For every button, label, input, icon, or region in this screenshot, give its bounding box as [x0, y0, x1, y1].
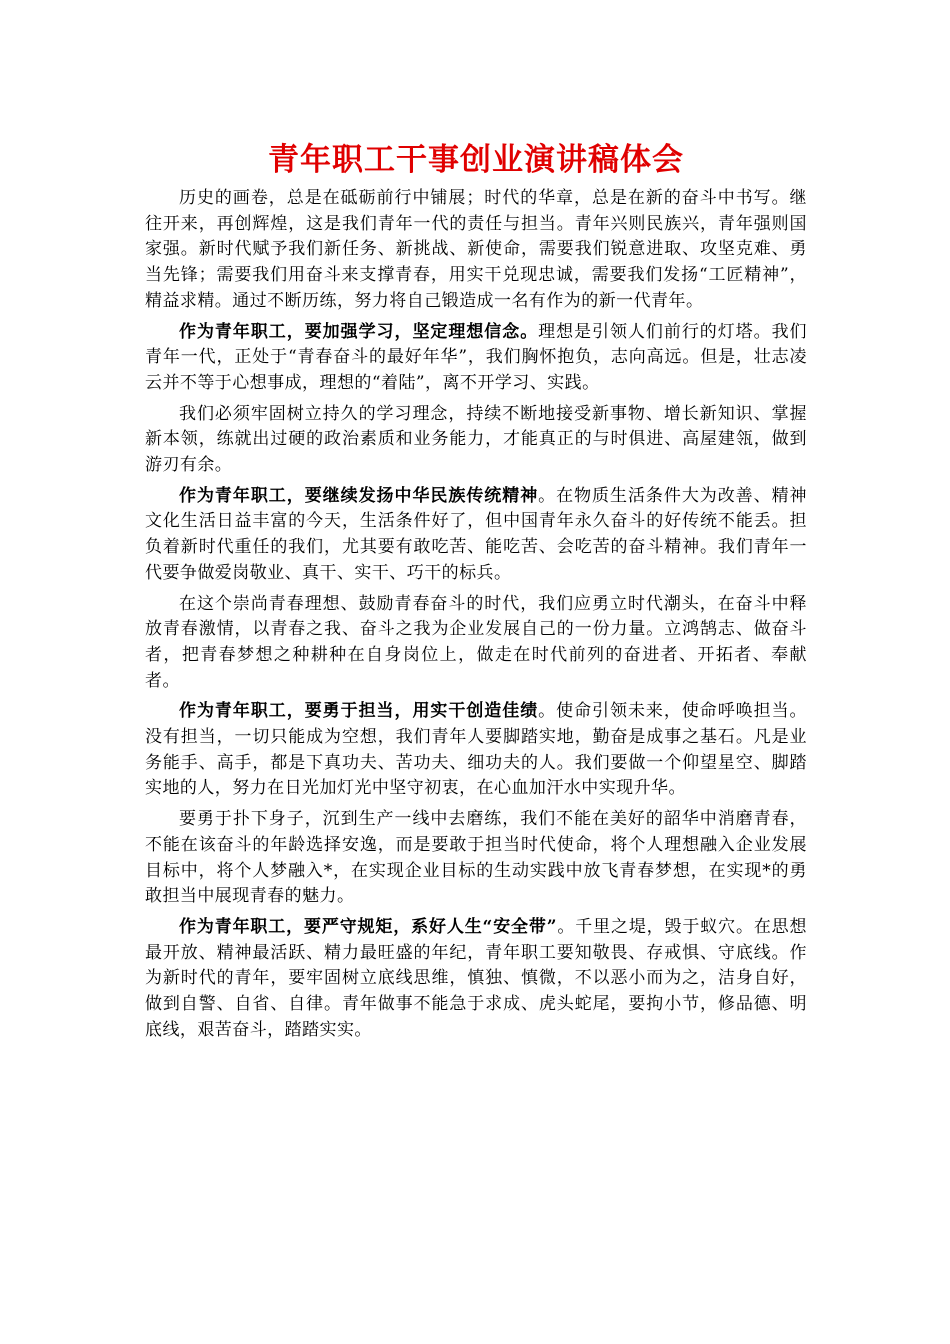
paragraph-text: 理想是引领人们前行的灯塔。我们青年一代，正处于“青春奋斗的最好年华”，我们胸怀抱负，志向高远。但是，壮志凌云并不等于心想事成，理想的“着陆”，离不开学习、实践。 — [145, 321, 808, 393]
paragraph-text: 我们必须牢固树立持久的学习理念，持续不断地接受新事物、增长新知识、掌握新本领，练就出过硬的政治素质和业务能力，才能真正的与时俱进、高屋建瓴，做到游刃有余。 — [145, 403, 807, 476]
paragraph-6 — [145, 699, 807, 802]
paragraph-4 — [145, 484, 807, 587]
paragraph-lead: 作为青年职工，要严守规矩，系好人生“安全带” — [179, 916, 557, 937]
paragraph-text: 。在物质生活条件大为改善、精神文化生活日益丰富的今天，生活条件好了，但中国青年永久奋斗的好传统不能丢。担负着新时代重任的我们，尤其要有敢吃苦、能吃苦、会吃苦的奋斗精神。我们青年一代要争做爱岗敬业、真干、实干、巧干的标兵。 — [145, 485, 808, 583]
document-page — [145, 138, 807, 1049]
document-title: 青年职工干事创业演讲稿体会 — [268, 142, 684, 178]
paragraph-8 — [145, 915, 807, 1044]
paragraph-lead: 作为青年职工，要继续发扬中华民族传统精神 — [179, 485, 539, 506]
paragraph-1 — [145, 186, 807, 315]
paragraph-7 — [145, 807, 807, 910]
paragraph-text: 在这个崇尚青春理想、鼓励青春奋斗的时代，我们应勇立时代潮头，在奋斗中释放青春激情，以青春之我、奋斗之我为企业发展自己的一份力量。立鸿鹄志、做奋斗者，把青春梦想之种耕种在自身岗位上，做走在时代前列的奋进者、开拓者、奉献者。 — [145, 593, 807, 691]
paragraph-text: 要勇于扑下身子，沉到生产一线中去磨练，我们不能在美好的韶华中消磨青春，不能在该奋斗的年龄选择安逸，而是要敢于担当时代使命，将个人理想融入企业发展目标中，将个人梦融入*，在实现企业目标的生动实践中放飞青春梦想，在实现*的勇敢担当中展现青春的魅力。 — [145, 809, 807, 907]
paragraph-5 — [145, 592, 807, 695]
paragraph-lead: 作为青年职工，要勇于担当，用实干创造佳绩 — [179, 701, 539, 722]
paragraph-3 — [145, 402, 807, 479]
paragraph-text: 历史的画卷，总是在砥砺前行中铺展；时代的华章，总是在新的奋斗中书写。继往开来，再创辉煌，这是我们青年一代的责任与担当。青年兴则民族兴，青年强则国家强。新时代赋予我们新任务、新挑战、新使命，需要我们锐意进取、攻坚克难、勇当先锋；需要我们用奋斗来支撑青春，用实干兑现忠诚，需要我们发扬“工匠精神”，精益求精。通过不断历练，努力将自己锻造成一名有作为的新一代青年。 — [145, 188, 807, 311]
paragraph-text: 。使命引领未来，使命呼唤担当。没有担当，一切只能成为空想，我们青年人要脚踏实地，勤奋是成事之基石。凡是业务能手、高手，都是下真功夫、苦功夫、细功夫的人。我们要做一个仰望星空、脚踏实地的人，努力在日光加灯光中坚守初衷，在心血加汗水中实现升华。 — [145, 701, 808, 799]
paragraph-text: 。千里之堤，毁于蚁穴。在思想最开放、精神最活跃、精力最旺盛的年纪，青年职工要知敬畏、存戒惧、守底线。作为新时代的青年，要牢固树立底线思维，慎独、慎微，不以恶小而为之，洁身自好，做到自警、自省、自律。青年做事不能急于求成、虎头蛇尾，要拘小节，修品德、明底线，艰苦奋斗，踏踏实实。 — [145, 916, 807, 1040]
paragraph-2 — [145, 320, 807, 397]
paragraph-lead: 作为青年职工，要加强学习，坚定理想信念。 — [179, 321, 539, 342]
